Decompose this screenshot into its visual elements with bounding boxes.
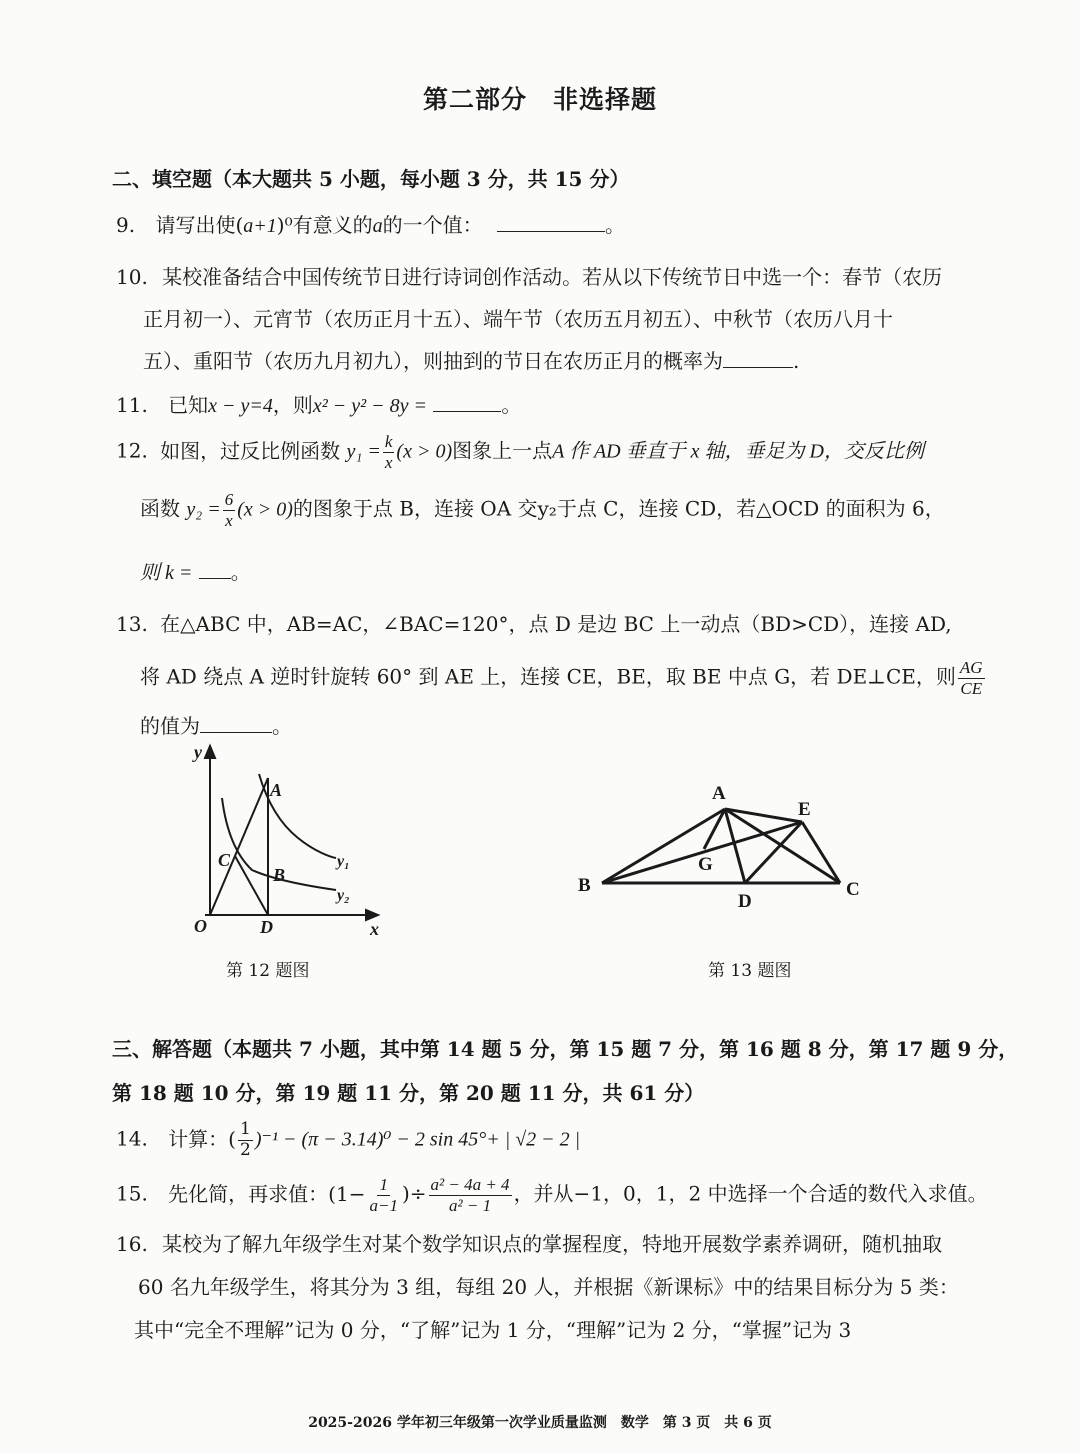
question-12: 12. 如图，过反比例函数 y₁ = $\frac{k}{x}$ (x > 0)图象上一点A 作 AD 垂直于 x 轴，垂足为 D，交反比例 — [116, 432, 924, 472]
y-axis-arrow-icon — [205, 746, 215, 758]
q12-line3: 则 k = 。 — [140, 560, 251, 584]
q13-line2: 将 AD 绕点 A 逆时针旋转 60° 到 AE 上，连接 CE，BE，取 BE 中点 G，若 DE⊥CE，则 $\frac{AG}{CE}$ — [140, 658, 983, 698]
question-15: 15. 先化简，再求值：(1− $\frac{1}{a-1}$ )÷ $\frac{\text{a² − 4a + 4}}{\text{a² − 1}}$ ，并从−1，0，1，2 中选择一个合适的数代入求值。 — [116, 1175, 988, 1215]
segment-cd — [235, 856, 268, 915]
figure-12 — [180, 740, 400, 945]
segment-ce — [802, 822, 840, 883]
question-13: 13. 在△ABC 中，AB=AC，∠BAC=120°，点 D 是边 BC 上一动点（BD>CD），连接 AD, — [116, 612, 952, 636]
label-e-13: E — [798, 799, 811, 820]
q12-line2: 函数 y₂ = $\frac{6}{x}$ (x > 0)的图象于点 B，连接 OA 交y₂于点 C，连接 CD，若△OCD 的面积为 6， — [140, 490, 945, 530]
question-16: 16. 某校为了解九年级学生对某个数学知识点的掌握程度，特地开展数学素养调研，随机抽取 — [116, 1232, 943, 1256]
q12-answer-blank[interactable] — [199, 560, 231, 579]
q9-number: 9. — [116, 213, 136, 237]
label-o: O — [194, 916, 207, 936]
section3-heading-line2: 第 18 题 10 分，第 19 题 11 分，第 20 题 11 分，共 61 分） — [112, 1081, 705, 1105]
label-y1: y₁ — [337, 853, 350, 870]
q12-fraction-k-over-x: $\frac{k}{x}$ — [384, 432, 393, 472]
label-c: C — [218, 850, 231, 870]
q13-fraction-ag-over-ce: $\frac{AG}{CE}$ — [959, 658, 983, 698]
q16-line3: 其中“完全不理解”记为 0 分，“了解”记为 1 分，“理解”记为 2 分，“掌握”记为 3 — [134, 1318, 852, 1342]
figure-13-caption: 第 13 题图 — [708, 961, 792, 981]
label-x: x — [370, 919, 379, 939]
label-b: B — [273, 865, 286, 885]
q14-fraction-one-half: $\frac{1}{2}$ — [239, 1119, 251, 1160]
q11-answer-blank[interactable] — [433, 393, 501, 412]
section3-heading-line1: 三、解答题（本题共 7 小题，其中第 14 题 5 分，第 15 题 7 分，第 16 题 8 分，第 17 题 9 分， — [112, 1037, 1019, 1061]
page-title: 第二部分 非选择题 — [422, 85, 657, 114]
label-y2: y₂ — [337, 887, 350, 904]
label-d: D — [260, 917, 273, 937]
q15-fraction-2: $\frac{\text{a² − 4a + 4}}{\text{a² − 1}}$ — [430, 1175, 510, 1215]
label-g-13: G — [698, 854, 713, 875]
q15-fraction-1: $\frac{1}{a-1}$ — [369, 1175, 398, 1215]
page-footer: 2025-2026 学年初三年级第一次学业质量监测 数学 第 3 页 共 6 页 — [308, 1415, 772, 1431]
label-c-13: C — [846, 879, 860, 900]
q10-line2: 正月初一）、元宵节（农历正月十五）、端午节（农历五月初五）、中秋节（农历八月十 — [143, 307, 893, 331]
question-10: 10. 某校准备结合中国传统节日进行诗词创作活动。若从以下传统节日中选一个：春节（农历 — [116, 265, 943, 289]
q13-answer-blank[interactable] — [200, 714, 272, 733]
q12-fraction-6-over-x: $\frac{6}{x}$ — [224, 490, 234, 530]
figure-13 — [570, 775, 870, 915]
label-y: y — [194, 742, 202, 762]
figure-12-caption: 第 12 题图 — [226, 961, 310, 981]
q16-line2: 60 名九年级学生，将其分为 3 组，每组 20 人，并根据《新课标》中的结果目标分为 5 类： — [138, 1275, 959, 1299]
q9-answer-blank[interactable] — [497, 213, 605, 232]
q13-line3: 的值为 。 — [140, 714, 292, 738]
label-a: A — [270, 780, 283, 800]
segment-oa — [210, 778, 268, 915]
question-11: 11. 已知x − y=4，则x² − y² − 8y = 。 — [116, 393, 522, 417]
question-14: 14. 计算：( $\frac{1}{2}$ )⁻¹ − (π − 3.14)⁰ − 2 sin 45°+ | √2 − 2 | — [116, 1119, 581, 1160]
label-d-13: D — [738, 891, 752, 912]
question-9: 9. 请写出使(a+1)⁰有意义的a的一个值： 。 — [116, 213, 625, 237]
q10-answer-blank[interactable] — [723, 349, 793, 368]
label-a-13: A — [712, 783, 726, 804]
section2-heading: 二、填空题（本大题共 5 小题，每小题 3 分，共 15 分） — [112, 167, 630, 191]
label-b-13: B — [578, 875, 591, 896]
q10-line3: 五）、重阳节（农历九月初九），则抽到的节日在农历正月的概率为 . — [143, 349, 800, 373]
